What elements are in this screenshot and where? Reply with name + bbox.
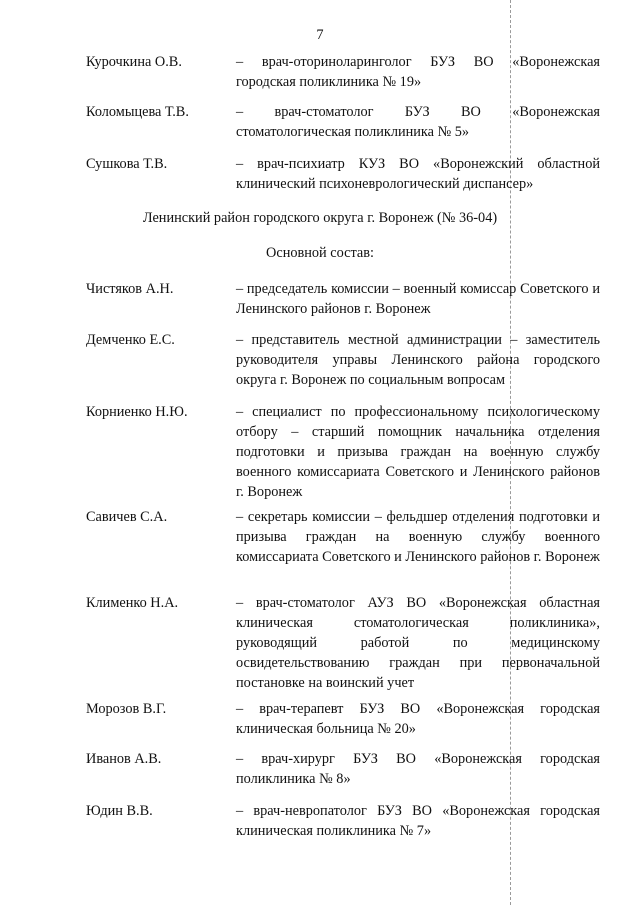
member-description: – врач-стоматолог АУЗ ВО «Воронежская областная клиническая стоматологическая поликлиника», руководящий работой по медицинскому освидетельствованию граждан при первоначальной постановке на воинский учет xyxy=(236,595,600,691)
member-name: Демченко Е.С. xyxy=(86,332,175,348)
member-description: – врач-психиатр КУЗ ВО «Воронежский областной клинический психоневрологический диспансер» xyxy=(236,156,600,192)
member-name: Юдин В.В. xyxy=(86,803,153,819)
member-name: Сушкова Т.В. xyxy=(86,156,168,172)
district-heading: Ленинский район городского округа г. Воронеж (№ 36-04) xyxy=(142,210,498,226)
member-description: – председатель комиссии – военный комиссар Советского и Ленинского районов г. Воронеж xyxy=(236,281,600,317)
member-description: – представитель местной администрации – заместитель руководителя управы Ленинского района городского округа г. Воронеж по социальным вопросам xyxy=(236,332,600,388)
member-name: Савичев С.А. xyxy=(86,509,168,525)
member-name: Иванов А.В. xyxy=(86,751,162,767)
member-description: – врач-оториноларинголог БУЗ ВО «Воронежская городская поликлиника № 19» xyxy=(236,54,600,90)
member-description: – врач-хирург БУЗ ВО «Воронежская городская поликлиника № 8» xyxy=(236,751,600,787)
member-name: Коломыцева Т.В. xyxy=(86,104,189,120)
section-heading: Основной состав: xyxy=(266,245,374,261)
member-description: – врач-терапевт БУЗ ВО «Воронежская городская клиническая больница № 20» xyxy=(236,701,600,737)
member-name: Чистяков А.Н. xyxy=(86,281,174,297)
member-description: – специалист по профессиональному психологическому отбору – старший помощник начальника отделения подготовки и призыва граждан на военную службу военного комиссариата Советского и Ленинского районов г. Воронеж xyxy=(236,404,600,500)
member-name: Морозов В.Г. xyxy=(86,701,167,717)
member-description: – врач-стоматолог БУЗ ВО «Воронежская стоматологическая поликлиника № 5» xyxy=(236,104,600,140)
member-description: – врач-невропатолог БУЗ ВО «Воронежская городская клиническая поликлиника № 7» xyxy=(236,803,600,839)
member-description: – секретарь комиссии – фельдшер отделения подготовки и призыва граждан на военную службу военного комиссариата Советского и Ленинского районов г. Воронеж xyxy=(236,509,600,565)
member-name: Курочкина О.В. xyxy=(86,54,182,70)
page-number: 7 xyxy=(316,27,324,43)
member-name: Корниенко Н.Ю. xyxy=(86,404,188,420)
member-name: Клименко Н.А. xyxy=(86,595,179,611)
